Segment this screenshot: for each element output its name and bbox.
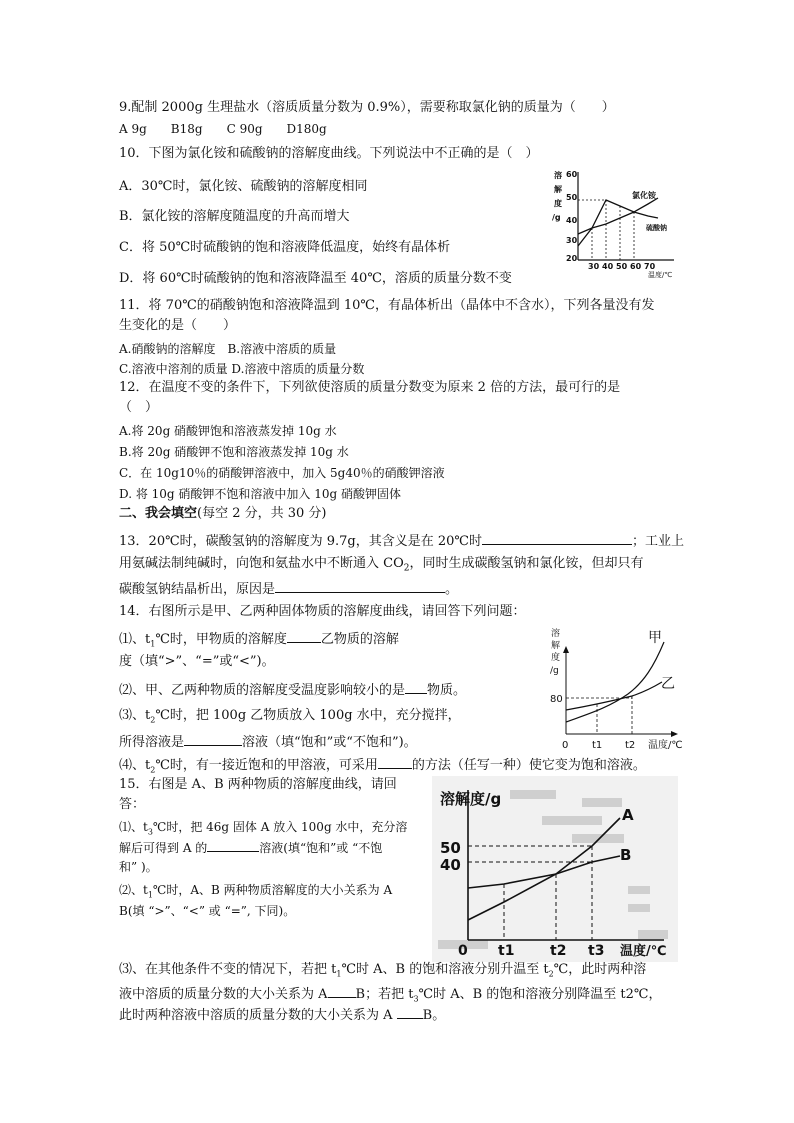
section-2-heading bbox=[119, 506, 327, 522]
chart1-xtick-60: 60 bbox=[630, 262, 642, 271]
chart1-ytick-50: 50 bbox=[566, 193, 578, 202]
q15-s3l3b: B。 bbox=[422, 1008, 446, 1023]
q15-s3l3a: 此时两种溶液中溶质的质量分数的大小关系为 A bbox=[119, 1008, 397, 1023]
chart2-ylabel-3: 度 bbox=[551, 653, 561, 663]
chart2-curve-jia bbox=[566, 642, 664, 722]
q14-s1b: ℃时，甲物质的溶解度 bbox=[155, 632, 287, 647]
chart-jia-yi bbox=[548, 624, 690, 754]
q13-text-3b: 。 bbox=[445, 582, 459, 597]
chart3-ylabel: 溶解度/g bbox=[440, 790, 502, 808]
q13-text-2b: ，同时生成碳酸氢钠和氯化铵，但却只有 bbox=[409, 556, 644, 571]
chart2-x-arrow bbox=[671, 731, 678, 737]
q14-s3b: ℃时，把 100g 乙物质放入 100g 水中，充分搅拌， bbox=[155, 708, 461, 723]
q15-s2b: ℃时，A、B 两种物质溶解度的大小关系为 A bbox=[152, 883, 393, 897]
q15-sub-1-end: 和” )。 bbox=[119, 860, 158, 874]
chart1-ytick-20: 20 bbox=[566, 254, 578, 263]
q12-stem-1: 12．在温度不变的条件下，下列欲使溶质的质量分数变为原来 2 倍的方法，最可行的是 bbox=[119, 380, 621, 395]
q13-line-3 bbox=[119, 580, 458, 598]
q15-stem-2: 答： bbox=[119, 797, 146, 812]
q13-text-1b: ；工业上 bbox=[631, 534, 684, 549]
q9-options: A 9g B18g C 90g D180g bbox=[119, 122, 327, 136]
q15-s1d: 溶液(填“饱和”或 “不饱 bbox=[259, 841, 383, 855]
chart2-ylabel-4: /g bbox=[550, 666, 559, 676]
q13-line-1 bbox=[119, 532, 684, 550]
chart3-ytick-40: 40 bbox=[440, 856, 461, 874]
q14-sub-1 bbox=[119, 630, 399, 653]
chart2-label-jia: 甲 bbox=[648, 630, 662, 646]
q12-stem-2: （ ） bbox=[119, 400, 159, 415]
q13-sub-2: 2 bbox=[403, 563, 410, 574]
q14-s3d: 溶液（填“饱和”或“不饱和”)。 bbox=[242, 735, 417, 750]
chart3-faint-6 bbox=[628, 904, 650, 912]
chart1-xtick-40: 40 bbox=[602, 262, 614, 271]
chart1-xtick-50: 50 bbox=[616, 262, 628, 271]
q15-sub-3-line-3 bbox=[119, 1006, 445, 1024]
chart3-xtick-t1: t1 bbox=[498, 943, 515, 959]
q15-s3l2-sub: 3 bbox=[413, 994, 419, 1004]
chart1-xtick-30: 30 bbox=[588, 262, 600, 271]
chart1-xtick-70: 70 bbox=[644, 262, 656, 271]
chart3-ytick-50: 50 bbox=[440, 839, 461, 857]
q15-blank-3[interactable] bbox=[397, 1006, 423, 1019]
q12-option-d: D. 将 10g 硝酸钾不饱和溶液中加入 10g 硝酸钾固体 bbox=[119, 487, 401, 501]
q10-option-a: A．30℃时，氯化铵、硫酸钠的溶解度相同 bbox=[119, 179, 368, 194]
chart1-xlabel: 温度/℃ bbox=[648, 271, 673, 279]
q15-s3l2c: ℃时 A、B 的饱和溶液分别降温至 t2℃， bbox=[418, 987, 662, 1002]
q15-s3l2b: B；若把 t bbox=[355, 987, 414, 1002]
q15-sub-1-cont bbox=[119, 839, 382, 856]
chart-a-b bbox=[432, 776, 678, 962]
q15-s2a: ⑵、t bbox=[119, 883, 148, 897]
chart3-xtick-0: 0 bbox=[458, 943, 468, 959]
q14-sub-2 bbox=[119, 681, 466, 699]
q14-s3a: ⑶、t bbox=[119, 708, 151, 723]
q14-s4c: 的方法（任写一种）使它变为饱和溶液。 bbox=[411, 758, 646, 773]
chart1-ylabel-1: 溶 bbox=[554, 171, 562, 180]
q13-blank-1[interactable] bbox=[482, 532, 632, 545]
chart2-xtick-0: 0 bbox=[562, 740, 569, 751]
q15-s2-sub: 1 bbox=[147, 890, 153, 900]
q15-blank-1[interactable] bbox=[207, 839, 259, 852]
chart2-ylabel-1: 溶 bbox=[551, 629, 561, 639]
q14-sub-3-cont bbox=[119, 733, 417, 751]
q14-s1-sub: 1 bbox=[150, 639, 156, 649]
q13-line-2 bbox=[119, 556, 644, 577]
q14-s1c: 乙物质的溶解 bbox=[320, 632, 399, 647]
chart2-xtick-t1: t1 bbox=[592, 740, 603, 751]
q12-option-a: A.将 20g 硝酸钾饱和溶液蒸发掉 10g 水 bbox=[119, 424, 337, 438]
section-2-title: 二、我会填空 bbox=[119, 506, 198, 521]
q13-text-3a: 碳酸氢钠结晶析出，原因是 bbox=[119, 582, 276, 597]
chart1-ytick-30: 30 bbox=[566, 236, 578, 245]
q14-s4b: ℃时，有一接近饱和的甲溶液，可采用 bbox=[155, 758, 378, 773]
q15-s3l1b: ℃时 A、B 的饱和溶液分别升温至 t bbox=[341, 962, 549, 977]
q13-text-1: 13．20℃时，碳酸氢钠的溶解度为 9.7g，其含义是在 20℃时 bbox=[119, 534, 482, 549]
q14-sub-1-cont: 度（填“>”、“=”或“<”)。 bbox=[119, 654, 275, 669]
q15-s3l1c: ℃，此时两种溶 bbox=[553, 962, 647, 977]
q14-s4-sub: 2 bbox=[150, 765, 156, 775]
q14-sub-3 bbox=[119, 708, 461, 729]
chart3-faint-3 bbox=[542, 816, 602, 825]
chart2-xtick-t2: t2 bbox=[625, 740, 636, 751]
chart1-ylabel-2: 解 bbox=[554, 185, 562, 194]
q15-s1c: 解后可得到 A 的 bbox=[119, 841, 208, 855]
chart2-label-yi: 乙 bbox=[661, 676, 675, 692]
q15-s1-sub: 3 bbox=[147, 827, 153, 837]
chart1-ytick-40: 40 bbox=[566, 216, 578, 225]
q10-option-d: D．将 60℃时硫酸钠的饱和溶液降温至 40℃，溶质的质量分数不变 bbox=[119, 271, 512, 286]
q14-s3-sub: 2 bbox=[150, 715, 156, 725]
chart3-label-b: B bbox=[620, 846, 632, 864]
chart3-faint-5 bbox=[628, 886, 650, 894]
chart1-ytick-60: 60 bbox=[566, 170, 578, 179]
q15-s1b: ℃时，把 46g 固体 A 放入 100g 水中，充分溶 bbox=[152, 820, 408, 834]
q11-stem-2: 生变化的是（ ） bbox=[119, 318, 237, 333]
q14-s4a: ⑷、t bbox=[119, 758, 151, 773]
chart3-xlabel: 温度/℃ bbox=[620, 944, 667, 959]
q10-stem: 10．下图为氯化铵和硫酸钠的溶解度曲线。下列说法中不正确的是（ ） bbox=[119, 146, 539, 161]
q12-option-b: B.将 20g 硝酸钾不饱和溶液蒸发掉 10g 水 bbox=[119, 445, 349, 459]
q15-sub-3-line-1 bbox=[119, 962, 646, 983]
chart3-faint-4 bbox=[572, 834, 624, 843]
q15-s3l1a: ⑶、在其他条件不变的情况下，若把 t bbox=[119, 962, 337, 977]
chart2-curve-yi bbox=[566, 682, 662, 710]
section-2-note: (每空 2 分，共 30 分) bbox=[197, 506, 327, 521]
q9-stem: 9.配制 2000g 生理盐水（溶质质量分数为 0.9%），需要称取氯化钠的质量为（ ） bbox=[119, 100, 615, 115]
q15-sub-1 bbox=[119, 819, 407, 840]
chart3-faint-1 bbox=[510, 790, 556, 799]
q11-options-cd: C.溶液中溶剂的质量 D.溶液中溶质的质量分数 bbox=[119, 362, 365, 376]
q15-sub-2 bbox=[119, 882, 392, 903]
chart3-xtick-t3: t3 bbox=[588, 943, 605, 959]
chart2-ytick-80: 80 bbox=[550, 694, 563, 705]
q15-stem-1: 15．右图是 A、B 两种物质的溶解度曲线，请回 bbox=[119, 777, 397, 792]
q15-s3l1-sub2: 2 bbox=[548, 969, 554, 979]
q14-blank-4[interactable] bbox=[378, 756, 412, 769]
q11-options-ab: A.硝酸钠的溶解度 B.溶液中溶质的质量 bbox=[119, 342, 337, 356]
q13-text-2a: 用氨碱法制纯碱时，向饱和氨盐水中不断通入 CO bbox=[119, 556, 404, 571]
chart2-ylabel-2: 解 bbox=[551, 641, 561, 651]
chart1-label-na2so4: 硫酸钠 bbox=[646, 224, 667, 232]
q10-option-c: C．将 50℃时硫酸钠的饱和溶液降低温度，始终有晶体析 bbox=[119, 240, 451, 255]
q13-blank-2[interactable] bbox=[275, 580, 445, 593]
q15-s3l1-sub1: 1 bbox=[336, 969, 342, 979]
chart-nh4cl-na2so4 bbox=[548, 168, 688, 279]
chart1-label-nh4cl: 氯化铵 bbox=[632, 191, 656, 200]
chart3-xtick-t2: t2 bbox=[550, 943, 567, 959]
q15-blank-2[interactable] bbox=[328, 985, 356, 998]
q14-s2a: ⑵、甲、乙两种物质的溶解度受温度影响较小的是 bbox=[119, 683, 406, 698]
chart2-xlabel: 温度/℃ bbox=[648, 740, 683, 751]
chart3-faint-2 bbox=[582, 798, 622, 807]
q14-blank-2[interactable] bbox=[405, 681, 427, 694]
chart1-curve-na2so4 bbox=[578, 200, 658, 246]
q14-s3c: 所得溶液是 bbox=[119, 735, 185, 750]
q14-blank-3[interactable] bbox=[184, 733, 242, 746]
chart1-ylabel-3: 度 bbox=[554, 199, 562, 208]
q15-sub-2-cont: B(填 “>”、“<” 或 “=”, 下同)。 bbox=[119, 904, 296, 918]
q15-s3l2a: 液中溶质的质量分数的大小关系为 A bbox=[119, 987, 328, 1002]
q14-blank-1[interactable] bbox=[287, 630, 321, 643]
chart3-faint-8 bbox=[638, 930, 668, 939]
q14-s2b: 物质。 bbox=[427, 683, 467, 698]
q12-option-c: C．在 10g10％的硝酸钾溶液中，加入 5g40％的硝酸钾溶液 bbox=[119, 466, 445, 480]
q14-s1a: ⑴、t bbox=[119, 632, 151, 647]
chart1-ylabel-4: /g bbox=[552, 213, 561, 222]
q15-s1a: ⑴、t bbox=[119, 820, 148, 834]
q10-option-b: B．氯化铵的溶解度随温度的升高而增大 bbox=[119, 209, 350, 224]
q11-stem-1: 11．将 70℃的硝酸钠饱和溶液降温到 10℃，有晶体析出（晶体中不含水），下列各量没有发 bbox=[119, 298, 655, 313]
q14-stem: 14．右图所示是甲、乙两种固体物质的溶解度曲线，请回答下列问题： bbox=[119, 604, 526, 619]
chart3-label-a: A bbox=[622, 806, 634, 824]
q15-sub-3-line-2 bbox=[119, 985, 661, 1008]
chart2-y-arrow bbox=[563, 646, 569, 653]
